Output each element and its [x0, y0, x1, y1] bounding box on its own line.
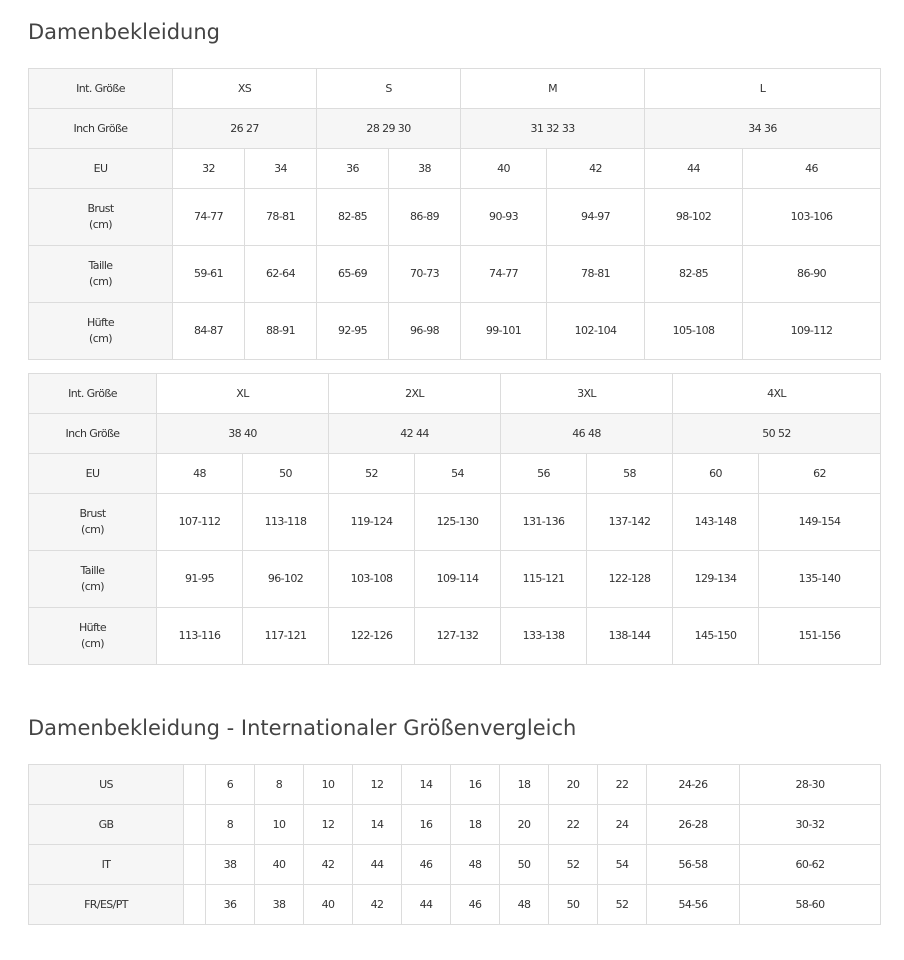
taille-cell: 109-114 [415, 551, 501, 608]
us-cell: 18 [500, 765, 549, 805]
it-cell: 56-58 [647, 845, 740, 885]
fr-cell: 50 [549, 885, 598, 925]
fr-cell: 58-60 [740, 885, 881, 925]
huefte-cell: 151-156 [759, 608, 881, 665]
eu-cell: 36 [317, 149, 389, 189]
spacer-cell [184, 885, 206, 925]
row-int-size [29, 69, 881, 109]
intl-size-table [28, 764, 881, 925]
int-size-cell: XL [157, 374, 329, 414]
huefte-cell: 122-126 [329, 608, 415, 665]
taille-cell: 115-121 [501, 551, 587, 608]
int-size-cell: 3XL [501, 374, 673, 414]
brust-cell: 86-89 [389, 189, 461, 246]
it-cell: 44 [353, 845, 402, 885]
huefte-cell: 133-138 [501, 608, 587, 665]
it-cell: 42 [304, 845, 353, 885]
brust-cell: 119-124 [329, 494, 415, 551]
eu-cell: 48 [157, 454, 243, 494]
it-cell: 40 [255, 845, 304, 885]
inch-size-cell: 38 40 [157, 414, 329, 454]
row-int-size [29, 374, 881, 414]
taille-cell: 129-134 [673, 551, 759, 608]
eu-cell: 52 [329, 454, 415, 494]
brust-cell: 74-77 [173, 189, 245, 246]
label-brust: Brust (cm) [29, 189, 173, 246]
huefte-cell: 102-104 [547, 303, 645, 360]
brust-cell: 107-112 [157, 494, 243, 551]
int-size-cell: XS [173, 69, 317, 109]
inch-size-cell: 50 52 [673, 414, 881, 454]
row-huefte [29, 303, 881, 360]
huefte-cell: 105-108 [645, 303, 743, 360]
int-size-cell: S [317, 69, 461, 109]
inch-size-cell: 28 29 30 [317, 109, 461, 149]
huefte-cell: 109-112 [743, 303, 881, 360]
taille-cell: 62-64 [245, 246, 317, 303]
section-title-sizes: Damenbekleidung [28, 20, 221, 44]
huefte-cell: 117-121 [243, 608, 329, 665]
fr-cell: 48 [500, 885, 549, 925]
taille-cell: 78-81 [547, 246, 645, 303]
brust-cell: 94-97 [547, 189, 645, 246]
gb-cell: 26-28 [647, 805, 740, 845]
taille-cell: 86-90 [743, 246, 881, 303]
gb-cell: 14 [353, 805, 402, 845]
huefte-cell: 99-101 [461, 303, 547, 360]
gb-cell: 16 [402, 805, 451, 845]
brust-cell: 137-142 [587, 494, 673, 551]
label-inch-size: Inch Größe [29, 414, 157, 454]
label-eu: EU [29, 454, 157, 494]
eu-cell: 34 [245, 149, 317, 189]
fr-cell: 46 [451, 885, 500, 925]
eu-cell: 38 [389, 149, 461, 189]
gb-cell: 22 [549, 805, 598, 845]
row-eu [29, 149, 881, 189]
int-size-cell: 2XL [329, 374, 501, 414]
label-us: US [29, 765, 184, 805]
brust-cell: 113-118 [243, 494, 329, 551]
huefte-cell: 88-91 [245, 303, 317, 360]
brust-cell: 125-130 [415, 494, 501, 551]
taille-cell: 70-73 [389, 246, 461, 303]
gb-cell: 24 [598, 805, 647, 845]
row-inch-size [29, 109, 881, 149]
brust-cell: 82-85 [317, 189, 389, 246]
label-huefte: Hüfte (cm) [29, 608, 157, 665]
eu-cell: 44 [645, 149, 743, 189]
us-cell: 8 [255, 765, 304, 805]
us-cell: 16 [451, 765, 500, 805]
it-cell: 50 [500, 845, 549, 885]
huefte-cell: 138-144 [587, 608, 673, 665]
fr-cell: 52 [598, 885, 647, 925]
spacer-cell [184, 805, 206, 845]
row-taille [29, 551, 881, 608]
it-cell: 38 [206, 845, 255, 885]
us-cell: 14 [402, 765, 451, 805]
fr-cell: 44 [402, 885, 451, 925]
row-taille [29, 246, 881, 303]
huefte-cell: 113-116 [157, 608, 243, 665]
us-cell: 12 [353, 765, 402, 805]
gb-cell: 30-32 [740, 805, 881, 845]
taille-cell: 135-140 [759, 551, 881, 608]
us-cell: 10 [304, 765, 353, 805]
brust-cell: 149-154 [759, 494, 881, 551]
row-it [29, 845, 881, 885]
inch-size-cell: 46 48 [501, 414, 673, 454]
taille-cell: 91-95 [157, 551, 243, 608]
label-int-size: Int. Größe [29, 69, 173, 109]
gb-cell: 20 [500, 805, 549, 845]
spacer-cell [184, 765, 206, 805]
taille-cell: 59-61 [173, 246, 245, 303]
eu-cell: 32 [173, 149, 245, 189]
row-brust [29, 494, 881, 551]
row-gb [29, 805, 881, 845]
us-cell: 24-26 [647, 765, 740, 805]
row-eu [29, 454, 881, 494]
int-size-cell: M [461, 69, 645, 109]
huefte-cell: 96-98 [389, 303, 461, 360]
row-us [29, 765, 881, 805]
inch-size-cell: 26 27 [173, 109, 317, 149]
gb-cell: 10 [255, 805, 304, 845]
huefte-cell: 145-150 [673, 608, 759, 665]
inch-size-cell: 34 36 [645, 109, 881, 149]
it-cell: 60-62 [740, 845, 881, 885]
eu-cell: 62 [759, 454, 881, 494]
eu-cell: 40 [461, 149, 547, 189]
label-taille: Taille (cm) [29, 246, 173, 303]
eu-cell: 50 [243, 454, 329, 494]
brust-cell: 78-81 [245, 189, 317, 246]
fr-cell: 54-56 [647, 885, 740, 925]
label-inch-size: Inch Größe [29, 109, 173, 149]
us-cell: 20 [549, 765, 598, 805]
us-cell: 6 [206, 765, 255, 805]
inch-size-cell: 31 32 33 [461, 109, 645, 149]
eu-cell: 46 [743, 149, 881, 189]
taille-cell: 103-108 [329, 551, 415, 608]
label-eu: EU [29, 149, 173, 189]
brust-cell: 103-106 [743, 189, 881, 246]
row-huefte [29, 608, 881, 665]
gb-cell: 18 [451, 805, 500, 845]
section-title-intl: Damenbekleidung - Internationaler Größenvergleich [28, 716, 577, 740]
huefte-cell: 92-95 [317, 303, 389, 360]
it-cell: 46 [402, 845, 451, 885]
inch-size-cell: 42 44 [329, 414, 501, 454]
brust-cell: 98-102 [645, 189, 743, 246]
size-table-xl-4xl [28, 373, 881, 665]
eu-cell: 58 [587, 454, 673, 494]
eu-cell: 60 [673, 454, 759, 494]
taille-cell: 74-77 [461, 246, 547, 303]
size-table-xs-l [28, 68, 881, 360]
us-cell: 22 [598, 765, 647, 805]
taille-cell: 122-128 [587, 551, 673, 608]
label-it: IT [29, 845, 184, 885]
taille-cell: 82-85 [645, 246, 743, 303]
int-size-cell: L [645, 69, 881, 109]
us-cell: 28-30 [740, 765, 881, 805]
eu-cell: 54 [415, 454, 501, 494]
int-size-cell: 4XL [673, 374, 881, 414]
huefte-cell: 84-87 [173, 303, 245, 360]
label-gb: GB [29, 805, 184, 845]
taille-cell: 65-69 [317, 246, 389, 303]
row-inch-size [29, 414, 881, 454]
eu-cell: 42 [547, 149, 645, 189]
it-cell: 54 [598, 845, 647, 885]
label-brust: Brust (cm) [29, 494, 157, 551]
brust-cell: 143-148 [673, 494, 759, 551]
row-brust [29, 189, 881, 246]
it-cell: 48 [451, 845, 500, 885]
label-huefte: Hüfte (cm) [29, 303, 173, 360]
fr-cell: 40 [304, 885, 353, 925]
fr-cell: 38 [255, 885, 304, 925]
fr-cell: 36 [206, 885, 255, 925]
fr-cell: 42 [353, 885, 402, 925]
spacer-cell [184, 845, 206, 885]
label-taille: Taille (cm) [29, 551, 157, 608]
row-fr-es-pt [29, 885, 881, 925]
huefte-cell: 127-132 [415, 608, 501, 665]
taille-cell: 96-102 [243, 551, 329, 608]
label-fr-es-pt: FR/ES/PT [29, 885, 184, 925]
it-cell: 52 [549, 845, 598, 885]
brust-cell: 90-93 [461, 189, 547, 246]
gb-cell: 8 [206, 805, 255, 845]
gb-cell: 12 [304, 805, 353, 845]
eu-cell: 56 [501, 454, 587, 494]
brust-cell: 131-136 [501, 494, 587, 551]
label-int-size: Int. Größe [29, 374, 157, 414]
